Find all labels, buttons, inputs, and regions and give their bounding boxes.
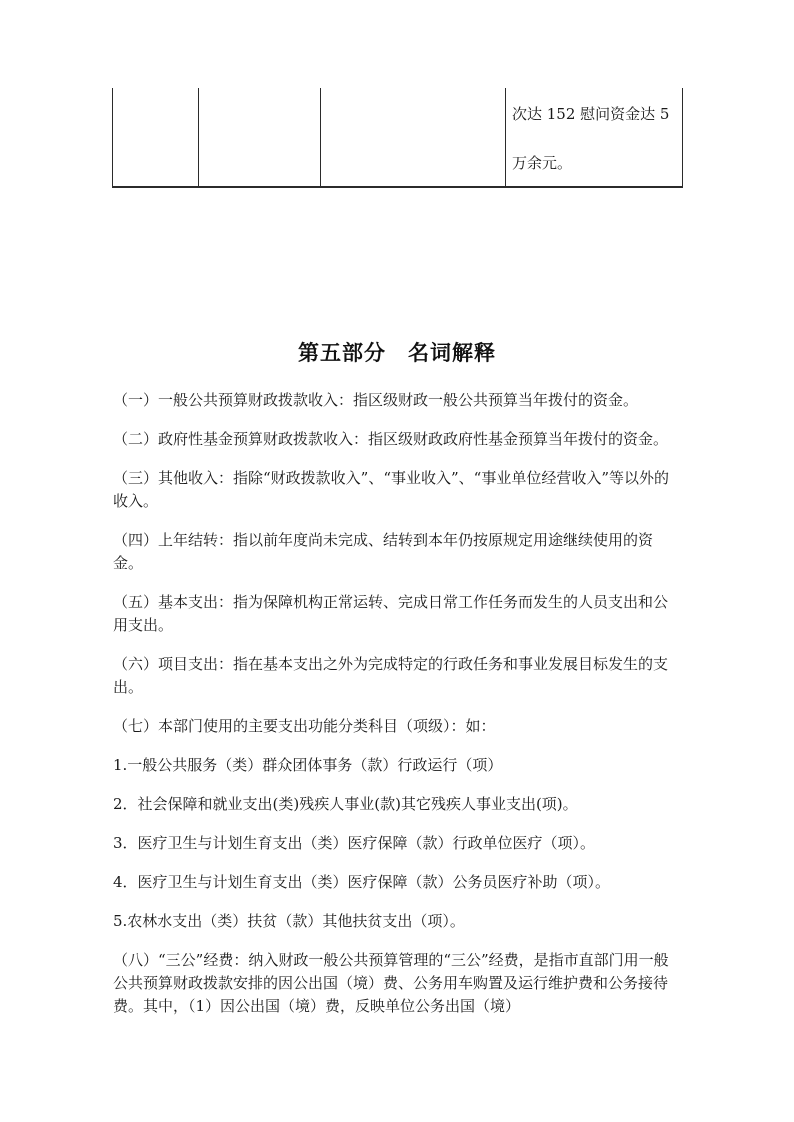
paragraph-definition-7: （七）本部门使用的主要支出功能分类科目（项级）：如： bbox=[113, 717, 496, 735]
list-item-4: 4．医疗卫生与计划生育支出（类）医疗保障（款）公务员医疗补助（项）。 bbox=[113, 873, 611, 891]
paragraph-definition-4: （四）上年结转：指以前年度尚未完成、结转到本年仍按原规定用途继续使用的资金。 bbox=[113, 531, 654, 572]
table-cell-text bbox=[506, 88, 683, 186]
table-cell-empty-2 bbox=[199, 88, 321, 186]
paragraph-definition-5: （五）基本支出：指为保障机构正常运转、完成日常工作任务而发生的人员支出和公用支出。 bbox=[113, 593, 669, 634]
section-title: 第五部分 名词解释 bbox=[298, 340, 496, 365]
table-fragment bbox=[112, 88, 683, 188]
list-item-5: 5.农林水支出（类）扶贫（款）其他扶贫支出（项）。 bbox=[113, 912, 465, 930]
list-item-1: 1.一般公共服务（类）群众团体事务（款）行政运行（项） bbox=[113, 756, 503, 774]
table-cell-empty-3 bbox=[321, 88, 506, 186]
body-content bbox=[113, 389, 681, 1034]
list-item-2: 2．社会保障和就业支出(类)残疾人事业(款)其它残疾人事业支出(项)。 bbox=[113, 795, 578, 813]
table-cell-text-line-2: 万余元。 bbox=[512, 154, 573, 172]
list-item-3: 3．医疗卫生与计划生育支出（类）医疗保障（款）行政单位医疗（项）。 bbox=[113, 834, 596, 852]
table-cell-text-line-1: 次达 152 慰问资金达 5 bbox=[512, 105, 670, 123]
paragraph-definition-2: （二）政府性基金预算财政拨款收入：指区级财政政府性基金预算当年拨付的资金。 bbox=[113, 430, 669, 448]
paragraph-definition-6: （六）项目支出：指在基本支出之外为完成特定的行政任务和事业发展目标发生的支出。 bbox=[113, 655, 669, 696]
paragraph-definition-3: （三）其他收入：指除“财政拨款收入”、“事业收入”、“事业单位经营收入”等以外的收入。 bbox=[113, 469, 670, 510]
paragraph-definition-1: （一）一般公共预算财政拨款收入：指区级财政一般公共预算当年拨付的资金。 bbox=[113, 391, 639, 409]
paragraph-definition-8: （八）“三公”经费：纳入财政一般公共预算管理的“三公”经费，是指市直部门用一般公共预算财政拨款安排的因公出国（境）费、公务用车购置及运行维护费和公务接待费。其中，（1）因公出国（境）费，反映单位公务出国（境） bbox=[113, 951, 669, 1015]
table-cell-empty-1 bbox=[112, 88, 199, 186]
